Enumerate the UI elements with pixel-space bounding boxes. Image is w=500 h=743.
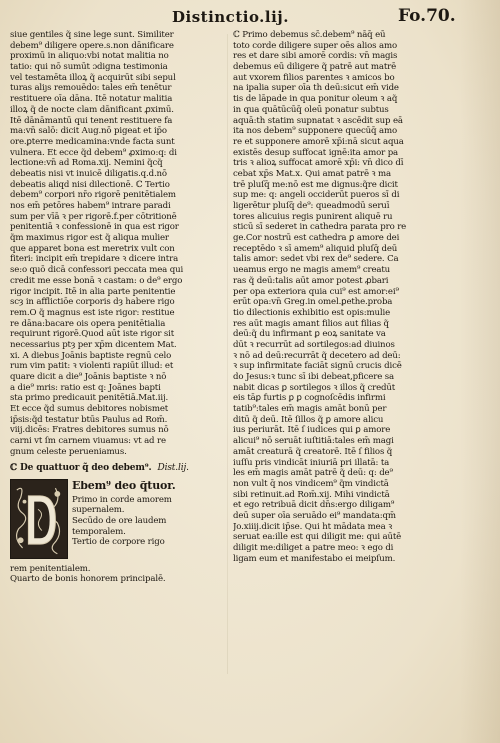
decorated-initial-d-icon (11, 480, 67, 558)
text-line: sticū sī sederet in cathedra parata pro re (233, 222, 407, 233)
text-line: res aūt magis amant filios aut filias q̃ (233, 318, 389, 329)
right-column (233, 30, 455, 564)
text-line: aquā:th̄ statim supnatat ꝛ ascēdit sup eā (233, 115, 403, 126)
text-line: ius periurāt. Itē ſ iudices qui ꝑ amore (233, 425, 391, 436)
text-line: aut vxorem filios parentes ꝛ amicos bo (233, 72, 395, 83)
text-line: Et ecce q̃d sumus debitores nobismet (10, 404, 169, 415)
text-line: ma:vn̄ salō: dicit Aug.nō pigeat et ip̄o (10, 126, 167, 137)
text-line: debem⁹ diligere opere.s.non dānificare (10, 40, 174, 51)
text-line: ꝛ nō ad deū:recurrāt q̃ decetero ad deū: (233, 350, 401, 361)
text-line: toto corde diligere super oēs alios amo (233, 40, 397, 51)
text-line: do Jesus:ꝛ tunc sī ibi debeat,pficere sa (233, 372, 394, 382)
rubric-distinction: Dist.lij. (157, 462, 189, 473)
initial-adjacent-text (68, 479, 176, 564)
initial-block (10, 479, 222, 564)
page-edge-shading (460, 0, 500, 743)
text-line: illoꝝ q̃ de nocte clam dānificant ꝓximū. (10, 104, 174, 115)
text-line: tis de lāpade in qua ponitur oleum ꝛ aq̃ (233, 94, 398, 105)
initial-line: Secūdo de ore laudem (72, 515, 167, 526)
folio-number: Fo.70. (398, 6, 456, 26)
text-line: que apparet bona est meretrix vult con (10, 243, 175, 254)
text-line: amāt creaturā q̃ creatorē. Itē ſ filios q̃ (233, 446, 393, 457)
text-line: ita nos debem⁹ supponere quecūq̄ amo (233, 126, 397, 137)
text-line: viij.dicēs: Fratres debitores sumus nō (10, 425, 169, 436)
text-line: deū super oīa seruādo ei⁹ mandata:qm̄ (233, 510, 396, 521)
text-line: per opa exteriora quia cui⁹ est amor:ei⁹ (233, 286, 399, 297)
after-initial-text (10, 564, 222, 585)
text-line: ueamus ergo ne magis amem⁹ creatu (233, 265, 391, 276)
text-line: Itē dānāmantū qui tenent restituere fa (10, 115, 173, 126)
text-line: rem penitentialem. (10, 563, 91, 574)
text-line: alicui⁹ nō seruāt iuſtitiā:tales em̄ magi (233, 436, 394, 447)
text-line: requirunt rigorē.Quod aūt iste rigor sit (10, 329, 175, 340)
text-line: sup me: q: angeli occiderūt pueros sī di (233, 190, 400, 201)
text-line: vulnera. Et ecce q̃d debem⁹ ꝓximo:q: di (10, 147, 177, 158)
text-line: debeatis aliqd nisi dilectionē. ℂ Tertio (10, 179, 170, 190)
text-line: nos em̄ petōres habem⁹ intrare paradi (10, 201, 171, 211)
text-line: q̃m maximus rigor est q̃ aliqua mulier (10, 233, 169, 244)
text-line: sta primo predicauit penitētiā.Mat.iij. (10, 393, 169, 404)
text-line: re dāna:bacare ois opera penitētialia (10, 318, 166, 329)
initial-line: temporalem. (72, 526, 126, 537)
decorated-initial (10, 479, 68, 559)
text-line: siue gentiles q̃ sine lege sunt. Similiter (10, 30, 174, 40)
text-line: sum per vīā ꝛ per rigorē.f.per cōtritionē (10, 211, 177, 222)
text-line: debeatis nisi vt inuicē diligatis.q.d.nō (10, 168, 167, 179)
text-line: tatio: qui nō sumūt ɔdigna testimonia (10, 62, 168, 73)
text-line: et ego retribuā dicit dn̄s:ergo diligam⁹ (233, 500, 395, 511)
text-line: sibi retinuit.ad Rom̄.xij. Mihi vindictā (233, 489, 390, 500)
text-line: vel testamēta illoꝝ q̃ acquirūt sibi sepul (10, 72, 176, 83)
text-line: ras q̃ deū:talis aūt amor potest ꝓbari (233, 275, 389, 286)
text-line: scȝ in afflictiōe corporis dȝ habere rigo (10, 297, 175, 308)
text-line: ditū q̃ deū. Itē ſillos q̃ ꝑ amore alicu (233, 414, 384, 425)
text-line: cebat xp̄s Mat.x. Qui amat patrē ꝛ ma (233, 168, 391, 179)
text-line: tatib⁹:tales em̄ magis amāt bonū per (233, 404, 387, 415)
chapter-rubric (10, 463, 222, 476)
column-gutter (227, 34, 228, 674)
text-line: receptēdo ꝛ sī amem⁹ aliquid pluſq̄ deū (233, 243, 398, 254)
text-line: re et supponere amorē xp̄i:nā sicut aqua (233, 136, 404, 147)
text-line: deū:q̃ du infirmant ꝑ eoꝝ sanitate va (233, 329, 386, 340)
text-line: trē pluſq̄ me:nō est me dignus:q̃re dicit (233, 179, 398, 190)
text-line: talis amor: sedet vbi rex de⁹ sedere. Ca (233, 254, 399, 265)
initial-line: Primo in corde amorem (72, 494, 172, 505)
text-line: ore.ꝑterre medicamina:vnde facta sunt (10, 136, 175, 147)
text-line: nabit dicas ꝑ sortilegos ꝛ illos q̃ credūt (233, 382, 396, 393)
text-line: se:o quō dicā confessori peccata mea qui (10, 265, 184, 276)
text-line: xi. A diebus Joānis baptiste regnū celo (10, 350, 172, 361)
text-line: existēs desup suffocat ignē:ita amor pa (233, 147, 399, 158)
page-header (0, 6, 500, 30)
text-line: in qua quātūcūq̄ oleū ponatur subtus (233, 104, 389, 115)
text-line: rigor incipit. Itē in alia parte penitentie (10, 286, 176, 297)
text-line: tris ꝛ alioꝝ suffocat amorē xp̄i: vn̄ dico dī (233, 158, 404, 169)
text-line: erūt opa:vn̄ Greg.in omel.ꝑethe.proba (233, 297, 393, 308)
text-line: debem⁹ corpori nr̄o rigorē penitētialem (10, 190, 176, 201)
text-line: rum vim patit̄: ꝛ violenti rapiūt illud: et (10, 361, 174, 372)
text-line: ligerētur pluſq̄ de⁹: queadmodū seruī (233, 201, 390, 211)
rubric-title: ℂ De quattuor q̃ deo debem⁹. (10, 462, 152, 473)
text-line: a die⁹ mris: ratio est q: Joānes bapti (10, 382, 161, 393)
text-line: dūt ꝛ recurrūt ad sortilegos:ad diuinos (233, 339, 395, 350)
text-line: les em̄ magis amāt patrē q̃ deū: q: de⁹ (233, 468, 393, 479)
text-line: Quarto de bonis honorem principalē. (10, 574, 166, 585)
text-line: necessarius ptȝ per xp̄m dicentem Mat. (10, 339, 177, 350)
text-line: tio dilectionis exhibitio est opis:mulie (233, 307, 391, 318)
text-line: restituere oīa dāna. Itē notatur malitia (10, 94, 173, 105)
text-line: lectione:vn̄ ad Roma.xij. Nemini q̃cq̃ (10, 158, 163, 169)
text-line: seruat ea:ille est qui diligit me: qui aūtē (233, 532, 402, 543)
text-line: iuſſu pris vindicāt iniuriā pri illatā: ta (233, 457, 390, 468)
text-line: ge.Cor nostrū est cathedra ꝑ amore dei (233, 233, 400, 244)
text-line: tores alicuius regis punirent aliquē ru (233, 211, 393, 222)
initial-line: Tertio de corpore rigo (72, 537, 165, 548)
initial-line: supernalem. (72, 505, 125, 516)
text-line: penitentiā ꝛ confessionē in qua est rigor (10, 222, 179, 233)
initial-line: Ebem⁹ deo q̃tuor. (72, 480, 176, 492)
text-line: non vult q̄ nos vindicem⁹ q̃m vindictā (233, 478, 389, 489)
text-line: debemus eū diligere q̃ patrē aut matrē (233, 62, 397, 73)
text-line: ꝛ sup infirmitate faciāt signū crucis dicē (233, 361, 402, 372)
text-line: na ipalia super oīa th̄ deū:sicut em̄ vide (233, 83, 399, 94)
left-column-text (10, 30, 222, 458)
right-column-text (233, 30, 455, 564)
text-line: ℂ Primo debemus sc̄.debem⁹ nāq̄ eū (233, 30, 386, 40)
text-line: eis tāꝑ furtis ꝑ ꝑ cognoſcēdis infirmi (233, 393, 386, 404)
text-line: Jo.xiiij.dicit ip̄se. Qui ht̄ mādata mea ꝛ (233, 521, 393, 532)
text-line: carni vt ſm carnem viuamus: vt ad re (10, 436, 166, 447)
left-column (10, 30, 222, 585)
text-line: ip̄sis:q̃d testatur btūs Paulus ad Rom̄. (10, 414, 168, 425)
text-line: diligit me:diliget a patre meo: ꝛ ego di (233, 543, 394, 553)
text-line: gnum celeste perueniamus. (10, 446, 127, 457)
text-line: ligam eum et manifestabo ei meipſum. (233, 553, 396, 564)
text-line: fiteri: incipit em̄ trepidare ꝛ dicere intra (10, 254, 179, 265)
text-line: rem.O q̃ magnus est iste rigor: restitue (10, 307, 175, 318)
running-head: Distinctio.lij. (172, 8, 289, 26)
text-line: credit me esse bonā ꝛ castam: o de⁹ ergo (10, 275, 183, 286)
text-line: quare dicit a die⁹ Joānis baptiste ꝛ nō (10, 372, 167, 382)
text-line: res et dare sibi amorē cordis: vn̄ magis (233, 51, 398, 62)
text-line: turas aliȷs remouēdo: tales em̄ tenētur (10, 83, 172, 94)
text-line: proximū in aliquo:vbi notat malitia no (10, 51, 169, 62)
